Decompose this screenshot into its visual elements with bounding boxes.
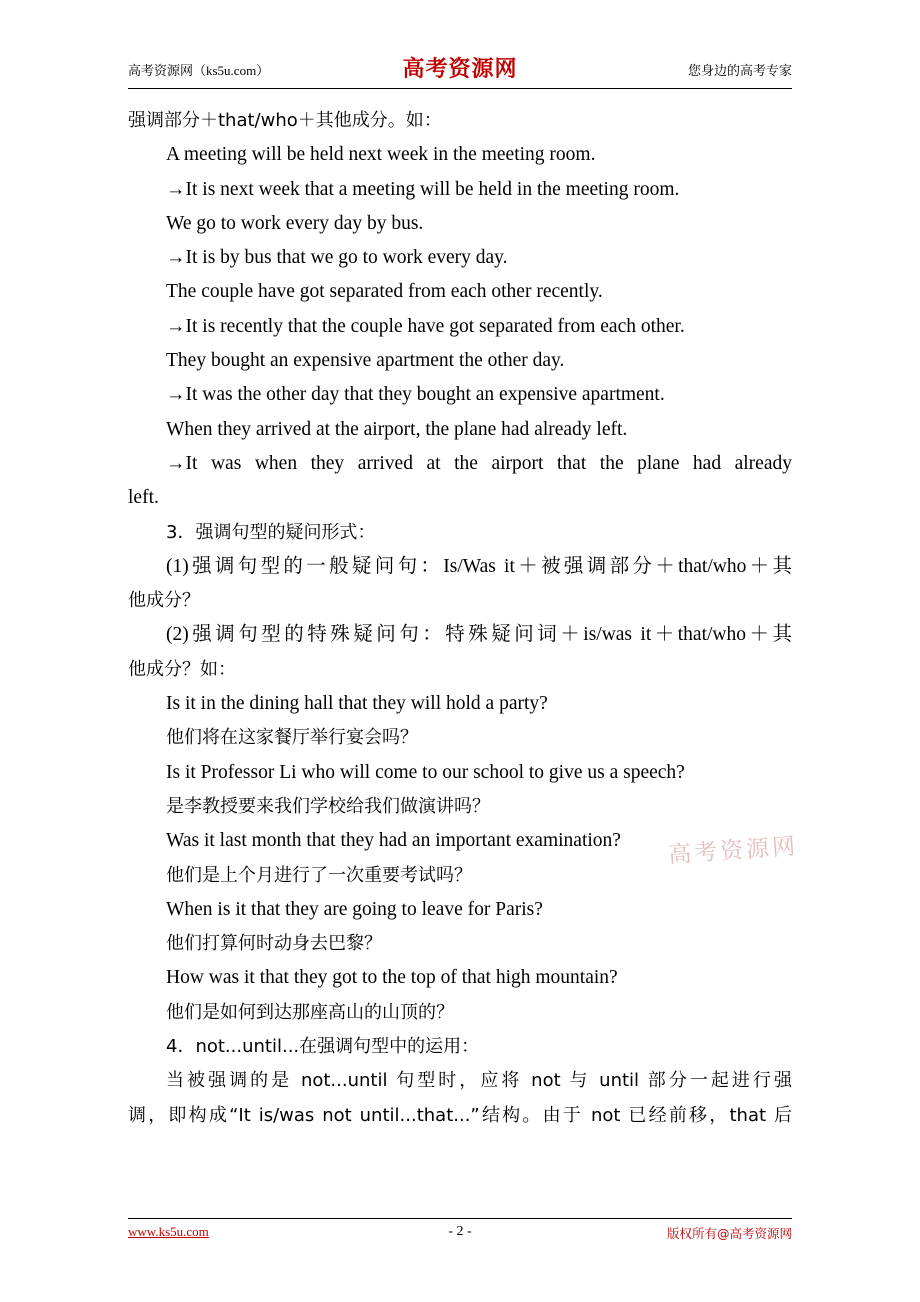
body-line-13: 3．强调句型的疑问形式： — [166, 521, 376, 543]
body-line-4: We go to work every day by bus. — [166, 212, 424, 234]
header-slogan: 您身边的高考专家 — [687, 63, 792, 78]
body-line-19: 他们将在这家餐厅举行宴会吗？ — [166, 727, 418, 749]
body-line-30: 调，即构成“It is/was not until...that...”结构。由于 not 已经前移，that 后 — [128, 1104, 792, 1126]
body-line-11: →It was when they arrived at the airport that the plane had already — [166, 452, 792, 474]
body-line-27: 他们是如何到达那座高山的山顶的？ — [166, 1001, 454, 1023]
body-line-24: When is it that they are going to leave for Paris? — [166, 898, 543, 920]
body-line-29: 当被强调的是 not...until 句型时，应将 not 与 until 部分一起进行强 — [166, 1070, 792, 1092]
body-line-15: 他成分？ — [128, 590, 200, 612]
body-line-8: They bought an expensive apartment the other day. — [166, 350, 565, 372]
body-line-16: (2)强调句型的特殊疑问句：特殊疑问词＋is/was it＋that/who＋其 — [166, 624, 792, 646]
header-site-title: 高考资源网 — [402, 56, 518, 81]
body-line-28: 4．not...until...在强调句型中的运用： — [166, 1036, 480, 1058]
body-line-21: 是李教授要来我们学校给我们做演讲吗？ — [166, 795, 490, 817]
body-line-18: Is it in the dining hall that they will hold a party? — [166, 693, 548, 715]
body-line-14: (1)强调句型的一般疑问句：Is/Was it＋被强调部分＋that/who＋其 — [166, 555, 792, 577]
body-line-6: The couple have got separated from each other recently. — [166, 281, 603, 303]
body-line-1: 强调部分＋that/who＋其他成分。如： — [128, 110, 442, 131]
body-line-9: →It was the other day that they bought an expensive apartment. — [166, 384, 665, 406]
header-site-left: 高考资源网（ks5u.com） — [128, 63, 270, 78]
header-divider — [128, 88, 792, 89]
body-line-26: How was it that they got to the top of that high mountain? — [166, 967, 618, 989]
body-line-12: left. — [128, 487, 159, 509]
page-footer — [128, 1224, 792, 1248]
body-line-10: When they arrived at the airport, the plane had already left. — [166, 418, 628, 440]
page-number: - 2 - — [448, 1224, 472, 1239]
body-line-25: 他们打算何时动身去巴黎？ — [166, 933, 382, 955]
body-line-23: 他们是上个月进行了一次重要考试吗？ — [166, 864, 472, 886]
footer-copyright: 版权所有@高考资源网 — [666, 1226, 792, 1241]
body-line-20: Is it Professor Li who will come to our school to give us a speech? — [166, 761, 685, 783]
body-line-5: →It is by bus that we go to work every day. — [166, 247, 508, 269]
body-line-3: →It is next week that a meeting will be held in the meeting room. — [166, 178, 680, 200]
body-line-2: A meeting will be held next week in the meeting room. — [166, 144, 596, 166]
footer-divider — [128, 1218, 792, 1219]
body-line-22: Was it last month that they had an important examination? — [166, 830, 621, 852]
document-body — [128, 104, 792, 1133]
body-line-7: →It is recently that the couple have got separated from each other. — [166, 315, 685, 337]
body-line-17: 他成分？如： — [128, 658, 236, 680]
watermark-text: 高考资源网 — [667, 833, 799, 869]
footer-link[interactable]: www.ks5u.com — [128, 1224, 209, 1239]
page-header — [128, 52, 792, 88]
